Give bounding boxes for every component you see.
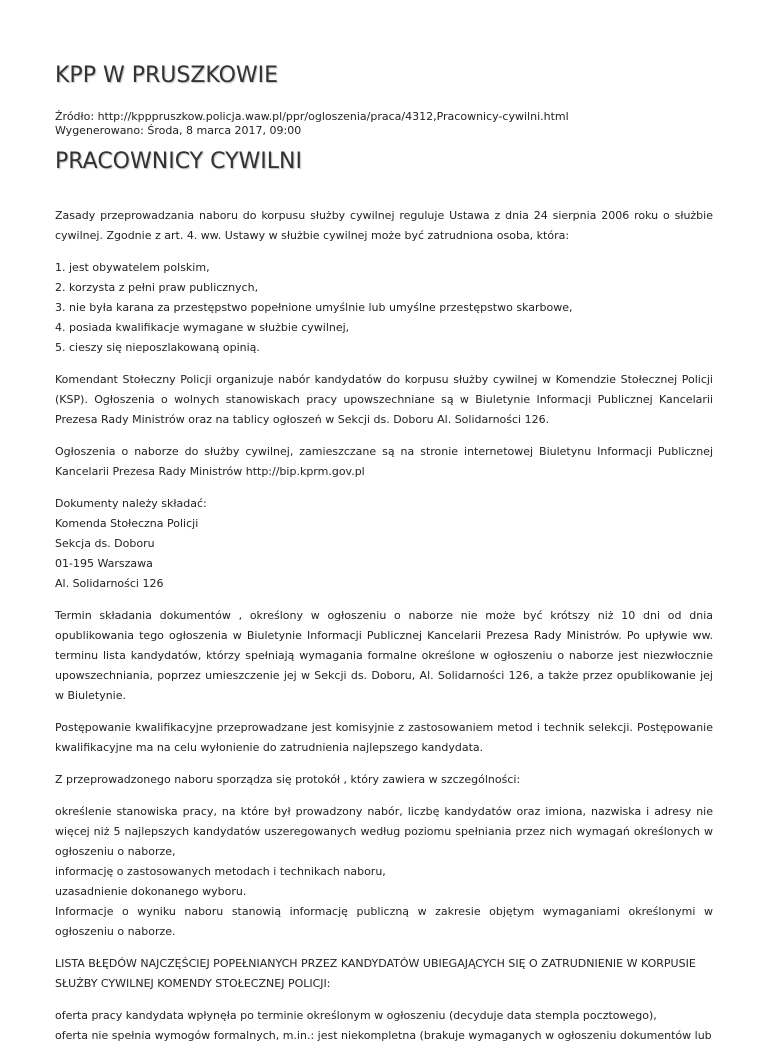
intro-paragraph: Zasady przeprowadzania naboru do korpusu służby cywilnej reguluje Ustawa z dnia 24 sierpnia 2006 roku o służbie cywilnej. Zgodnie z art. 4. ww. Ustawy w służbie cywilnej może być zatrudniona osoba, która: xyxy=(55,209,713,242)
protokol-list xyxy=(55,802,713,942)
list-item: 4. posiada kwalifikacje wymagane w służbie cywilnej, xyxy=(55,321,350,334)
address-block xyxy=(55,494,713,594)
generated-date: Wygenerowano: Środa, 8 marca 2017, 09:00 xyxy=(55,124,302,137)
address-line: Al. Solidarności 126 xyxy=(55,577,164,590)
document-meta xyxy=(55,110,713,138)
requirements-list xyxy=(55,258,713,358)
errors-heading: LISTA BŁĘDÓW NAJCZĘŚCIEJ POPEŁNIANYCH PRZEZ KANDYDATÓW UBIEGAJĄCYCH SIĘ O ZATRUDNIENIE W KORPUSIE SŁUŻBY CYWILNEJ KOMENDY STOŁECZNEJ POLICJI: xyxy=(55,957,696,990)
list-item: 5. cieszy się nieposzlakowaną opinią. xyxy=(55,341,260,354)
list-item: informację o zastosowanych metodach i technikach naboru, xyxy=(55,865,386,878)
ogloszenia-paragraph: Ogłoszenia o naborze do służby cywilnej, zamieszczane są na stronie internetowej Biuletynu Informacji Publicznej Kancelarii Prezesa Rady Ministrów http://bip.kprm.gov.pl xyxy=(55,445,713,478)
address-line: Dokumenty należy składać: xyxy=(55,497,207,510)
protokol-paragraph: Z przeprowadzonego naboru sporządza się protokół , który zawiera w szczególności: xyxy=(55,773,521,786)
list-item: Informacje o wyniku naboru stanowią informację publiczną w zakresie objętym wymaganiami określonymi w ogłoszeniu o naborze. xyxy=(55,905,713,938)
list-item: określenie stanowiska pracy, na które był prowadzony nabór, liczbę kandydatów oraz imiona, nazwiska i adresy nie więcej niż 5 najlepszych kandydatów uszeregowanych według poziomu spełniania przez nich wymagań określonych w ogłoszeniu o naborze, xyxy=(55,805,713,858)
site-title: KPP W PRUSZKOWIE xyxy=(55,63,279,88)
address-line: Sekcja ds. Doboru xyxy=(55,537,155,550)
page-title: PRACOWNICY CYWILNI xyxy=(55,149,302,174)
list-item: 2. korzysta z pełni praw publicznych, xyxy=(55,281,259,294)
address-line: Komenda Stołeczna Policji xyxy=(55,517,199,530)
list-item: oferta pracy kandydata wpłynęła po terminie określonym w ogłoszeniu (decyduje data stempla pocztowego), xyxy=(55,1009,657,1022)
source-url: Źródło: http://kpppruszkow.policja.waw.pl/ppr/ogloszenia/praca/4312,Pracownicy-cywilni.html xyxy=(55,110,569,123)
postepowanie-paragraph: Postępowanie kwalifikacyjne przeprowadzane jest komisyjnie z zastosowaniem metod i technik selekcji. Postępowanie kwalifikacyjne ma na celu wyłonienie do zatrudnienia najlepszego kandydata. xyxy=(55,721,713,754)
article-body xyxy=(55,206,713,1046)
list-item: 1. jest obywatelem polskim, xyxy=(55,261,210,274)
address-line: 01-195 Warszawa xyxy=(55,557,153,570)
termin-paragraph: Termin składania dokumentów , określony w ogłoszeniu o naborze nie może być krótszy niż 10 dni od dnia opublikowania tego ogłoszenia w Biuletynie Informacji Publicznej Kancelarii Prezesa Rady Ministrów. Po upływie ww. terminu lista kandydatów, którzy spełniają wymagania formalne określone w ogłoszeniu o naborze jest niezwłocznie upowszechniania, poprzez umieszczenie jej w Sekcji ds. Doboru, Al. Solidarności 126, a także przez opublikowanie jej w Biuletynie. xyxy=(55,609,713,702)
list-item: 3. nie była karana za przestępstwo popełnione umyślnie lub umyślne przestępstwo skarbowe, xyxy=(55,301,573,314)
list-item: uzasadnienie dokonanego wyboru. xyxy=(55,885,247,898)
list-item: oferta nie spełnia wymogów formalnych, m.in.: jest niekompletna (brakuje wymaganych w ogłoszeniu dokumentów lub xyxy=(55,1029,712,1042)
komendant-paragraph: Komendant Stołeczny Policji organizuje nabór kandydatów do korpusu służby cywilnej w Komendzie Stołecznej Policji (KSP). Ogłoszenia o wolnych stanowiskach pracy upowszechniane są w Biuletynie Informacji Publicznej Kancelarii Prezesa Rady Ministrów oraz na tablicy ogłoszeń w Sekcji ds. Doboru Al. Solidarności 126. xyxy=(55,373,713,426)
errors-list xyxy=(55,1006,713,1046)
